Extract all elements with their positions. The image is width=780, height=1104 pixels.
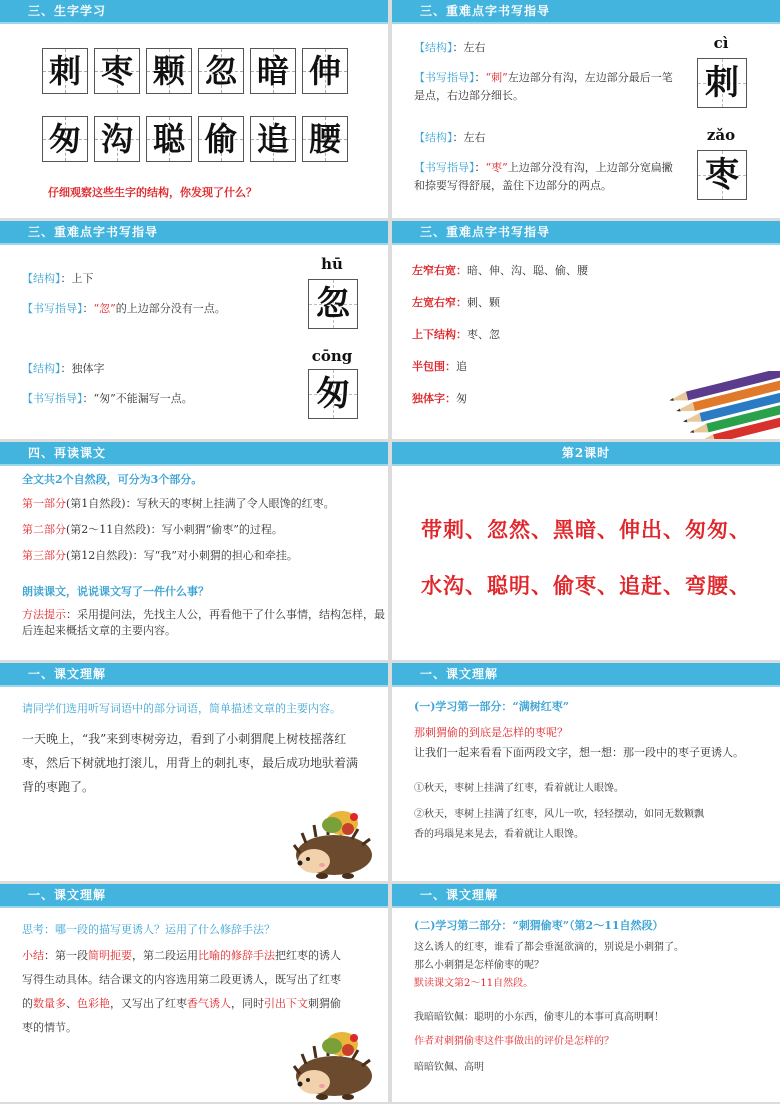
option-1: ①秋天，枣树上挂满了红枣，看着就让人眼馋。 — [414, 783, 624, 794]
header-underline — [392, 685, 780, 687]
slide-text-understanding-4 — [392, 884, 780, 1102]
part-label: 第三部分 — [22, 549, 66, 562]
header-underline — [0, 906, 388, 908]
slide-writing-guide-2 — [0, 221, 388, 439]
char-cell — [94, 48, 140, 94]
guide-line-2: 和捺要写得舒展，盖住下边部分的两点。 — [414, 179, 612, 192]
guide-label: 【书写指导】 — [22, 302, 83, 315]
instruction-line: 默读课文第2～11自然段。 — [414, 978, 534, 989]
structure-line — [414, 40, 486, 56]
part-text: (第2～11自然段)：写小刺猬“偷枣”的过程。 — [66, 523, 283, 536]
option-2-cont: 香的玛瑙晃来晃去，看着就让人眼馋。 — [414, 829, 584, 840]
part-text: (第12自然段)：写“我”对小刺猬的担心和牵挂。 — [66, 549, 298, 562]
guide-line-2: 是点，右边部分细长。 — [414, 89, 524, 102]
header-underline — [0, 685, 388, 687]
char-glyph: 颗 — [152, 52, 185, 90]
char-cell-large — [697, 150, 747, 200]
summary-line: 枣的情节。 — [22, 1021, 77, 1034]
structure-value: ：独体字 — [60, 362, 105, 375]
method-text: ：采用提问法，先找主人公，再看他干了什么事情，结构怎样，最 — [66, 608, 385, 621]
guide-line — [414, 160, 684, 176]
text: 把红枣的诱人 — [275, 949, 341, 962]
char-glyph: 追 — [256, 120, 289, 158]
guide-line — [414, 70, 674, 86]
char-glyph: 忽 — [204, 52, 237, 90]
pinyin-label: cōng — [311, 347, 353, 365]
header-underline — [0, 464, 388, 466]
structure-row — [412, 391, 467, 407]
body-line: 这么诱人的红枣，谁看了都会垂涎欲滴的，别说是小刺猬了。 — [414, 942, 684, 953]
row-text: 匆 — [456, 392, 467, 405]
structure-line — [22, 361, 105, 377]
guide-sep: ： — [82, 392, 94, 405]
pinyin-label: zǎo — [706, 126, 736, 144]
header-underline — [392, 243, 780, 245]
char-glyph: 忽 — [316, 284, 350, 324]
structure-label: 【结构】 — [22, 272, 61, 285]
structure-row — [412, 295, 500, 311]
method-line — [22, 607, 385, 623]
question-text: 作者对刺猬偷枣这件事做出的评价是怎样的？ — [414, 1036, 614, 1047]
structure-row — [412, 263, 588, 279]
char-cell-large — [308, 369, 358, 419]
char-glyph: 沟 — [100, 120, 133, 158]
slide-header: 一、课文理解 — [392, 884, 780, 906]
part-label: 第一部分 — [22, 497, 66, 510]
hedgehog-illustration — [292, 803, 378, 881]
char-glyph: 暗 — [256, 52, 289, 90]
char-cell-large — [308, 279, 358, 329]
char-cell — [94, 116, 140, 162]
pinyin-label: cì — [713, 34, 729, 52]
guide-label: 【书写指导】 — [414, 161, 475, 174]
char-cell — [42, 48, 88, 94]
guide-sep: ： — [474, 71, 486, 84]
text: ：第一段 — [44, 949, 88, 962]
section-title: (二)学习第二部分：“刺猬偷枣”（第2～11自然段） — [414, 919, 664, 932]
guide-char: “枣” — [485, 161, 508, 174]
char-cell — [146, 116, 192, 162]
guide-text: 上边部分没有沟，上边部分宽扁撇 — [507, 161, 673, 174]
char-glyph: 腰 — [308, 120, 341, 158]
body-line: 背的枣跑了。 — [22, 780, 95, 794]
header-underline — [392, 22, 780, 24]
slide-header: 三、重难点字书写指导 — [392, 0, 780, 22]
text: ，同时 — [231, 997, 264, 1010]
question-text: 朗读课文，说说课文写了一件什么事？ — [22, 585, 209, 598]
guide-label: 【书写指导】 — [414, 71, 475, 84]
char-glyph: 枣 — [705, 155, 739, 195]
text: 刺猬偷 — [308, 997, 341, 1010]
char-cell — [42, 116, 88, 162]
slide-reread-text — [0, 442, 388, 660]
row-label: 独体字： — [412, 392, 456, 405]
header-underline — [0, 22, 388, 24]
text: ，又写出了红枣 — [110, 997, 187, 1010]
structure-row — [412, 359, 467, 375]
guide-text: “匆”不能漏写一点。 — [93, 392, 193, 405]
structure-row — [412, 327, 500, 343]
structure-label: 【结构】 — [414, 41, 453, 54]
summary-line — [22, 996, 341, 1012]
word-line: 水沟、聪明、偷枣、追赶、弯腰、 — [421, 573, 751, 598]
answer-text: 暗暗钦佩、高明 — [414, 1062, 484, 1073]
char-glyph: 聪 — [152, 120, 185, 158]
option-2: ②秋天，枣树上挂满了红枣，风儿一吹，轻轻摆动，如同无数颗飘 — [414, 809, 704, 820]
guide-line — [22, 391, 193, 407]
summary-line: 写得生动具体。结合课文的内容选用第二段更诱人，既写出了红枣 — [22, 973, 341, 986]
char-cell — [302, 116, 348, 162]
char-cell — [250, 116, 296, 162]
char-glyph: 匆 — [48, 120, 81, 158]
structure-label: 【结构】 — [22, 362, 61, 375]
row-text: 枣、忽 — [467, 328, 500, 341]
char-cell — [198, 116, 244, 162]
slide-text-understanding-2 — [392, 663, 780, 881]
guide-label: 【书写指导】 — [22, 392, 83, 405]
guide-sep: ： — [474, 161, 486, 174]
char-glyph: 枣 — [100, 52, 133, 90]
row-text: 暗、伸、沟、聪、偷、腰 — [467, 264, 588, 277]
char-glyph: 刺 — [48, 52, 81, 90]
text: 、 — [66, 997, 77, 1010]
pinyin-label: hū — [321, 255, 343, 273]
slide-writing-guide-1 — [392, 0, 780, 218]
highlight: 色彩艳 — [77, 997, 110, 1010]
slide-header: 四、再读课文 — [0, 442, 388, 464]
slide-lesson-2-words — [392, 442, 780, 660]
body-line: 一天晚上，“我”来到枣树旁边，看到了小刺猬爬上树枝摇落红 — [22, 732, 347, 746]
think-question: 思考：哪一段的描写更诱人？运用了什么修辞手法？ — [22, 923, 275, 936]
slide-header: 三、重难点字书写指导 — [0, 221, 388, 243]
guide-line — [22, 301, 226, 317]
pencils-illustration — [650, 371, 780, 439]
row-label: 左宽右窄： — [412, 296, 467, 309]
part-text: (第1自然段)：写秋天的枣树上挂满了令人眼馋的红枣。 — [66, 497, 335, 510]
method-label: 方法提示 — [22, 608, 66, 621]
char-cell — [146, 48, 192, 94]
hedgehog-illustration — [292, 1024, 378, 1102]
char-glyph: 偷 — [204, 120, 237, 158]
slide-header: 第2课时 — [392, 442, 780, 464]
structure-line — [414, 130, 486, 146]
text: ，第二段运用 — [132, 949, 198, 962]
slide-header: 一、课文理解 — [0, 663, 388, 685]
header-underline — [0, 243, 388, 245]
highlight: 引出下文 — [264, 997, 308, 1010]
part-label: 第二部分 — [22, 523, 66, 536]
row-text: 追 — [456, 360, 467, 373]
char-cell-large — [697, 58, 747, 108]
char-cell — [250, 48, 296, 94]
word-line: 带刺、忽然、黑暗、伸出、匆匆、 — [421, 517, 751, 542]
slide-character-study — [0, 0, 388, 218]
row-label: 上下结构： — [412, 328, 467, 341]
structure-line — [22, 271, 94, 287]
structure-value: ：左右 — [452, 131, 486, 144]
guide-char: “忽” — [93, 302, 116, 315]
body-line: 我暗暗钦佩：聪明的小东西，偷枣儿的本事可真高明啊！ — [414, 1012, 664, 1023]
part-line — [22, 522, 283, 538]
slide-structure-summary — [392, 221, 780, 439]
char-cell — [302, 48, 348, 94]
slide-header: 一、课文理解 — [0, 884, 388, 906]
summary-label: 小结 — [22, 949, 44, 962]
row-label: 半包围： — [412, 360, 456, 373]
char-glyph: 伸 — [308, 52, 341, 90]
header-underline — [392, 464, 780, 466]
highlight: 数量多 — [33, 997, 66, 1010]
prompt-text: 请同学们选用听写词语中的部分词语，简单描述文章的主要内容。 — [22, 702, 341, 715]
part-line — [22, 548, 298, 564]
highlight: 比喻的修辞手法 — [198, 949, 275, 962]
lead-text: 让我们一起来看看下面两段文字，想一想：那一段中的枣子更诱人。 — [414, 746, 744, 759]
char-glyph: 刺 — [705, 63, 739, 103]
body-line: 枣，然后下树就地打滚儿，用背上的刺扎枣，最后成功地驮着满 — [22, 756, 359, 770]
text: 的 — [22, 997, 33, 1010]
structure-value: ：上下 — [60, 272, 94, 285]
structure-value: ：左右 — [452, 41, 486, 54]
guide-text: 左边部分有沟，左边部分最后一笔 — [507, 71, 673, 84]
part-line — [22, 496, 335, 512]
slide-header: 一、课文理解 — [392, 663, 780, 685]
slide-text-understanding-1 — [0, 663, 388, 881]
structure-label: 【结构】 — [414, 131, 453, 144]
section-title: (一)学习第一部分：“满树红枣” — [414, 700, 570, 713]
slide-header: 三、生字学习 — [0, 0, 388, 22]
char-glyph: 匆 — [316, 374, 350, 414]
slide-text-understanding-3 — [0, 884, 388, 1102]
question-text: 那刺猬偷的到底是怎样的枣呢？ — [414, 726, 568, 739]
row-label: 左窄右宽： — [412, 264, 467, 277]
char-cell — [198, 48, 244, 94]
header-underline — [392, 906, 780, 908]
question-text: 仔细观察这些生字的结构，你发现了什么？ — [48, 186, 257, 199]
method-line-2: 后连起来概括文章的主要内容。 — [22, 624, 176, 637]
guide-text: 的上边部分没有一点。 — [115, 302, 226, 315]
intro-text: 全文共2个自然段，可分为3个部分。 — [22, 473, 203, 486]
highlight: 简明扼要 — [88, 949, 132, 962]
row-text: 刺、颗 — [467, 296, 500, 309]
guide-sep: ： — [82, 302, 94, 315]
guide-char: “刺” — [485, 71, 508, 84]
body-line: 那么小刺猬是怎样偷枣的呢？ — [414, 960, 544, 971]
summary-line — [22, 948, 341, 964]
slide-header: 三、重难点字书写指导 — [392, 221, 780, 243]
highlight: 香气诱人 — [187, 997, 231, 1010]
